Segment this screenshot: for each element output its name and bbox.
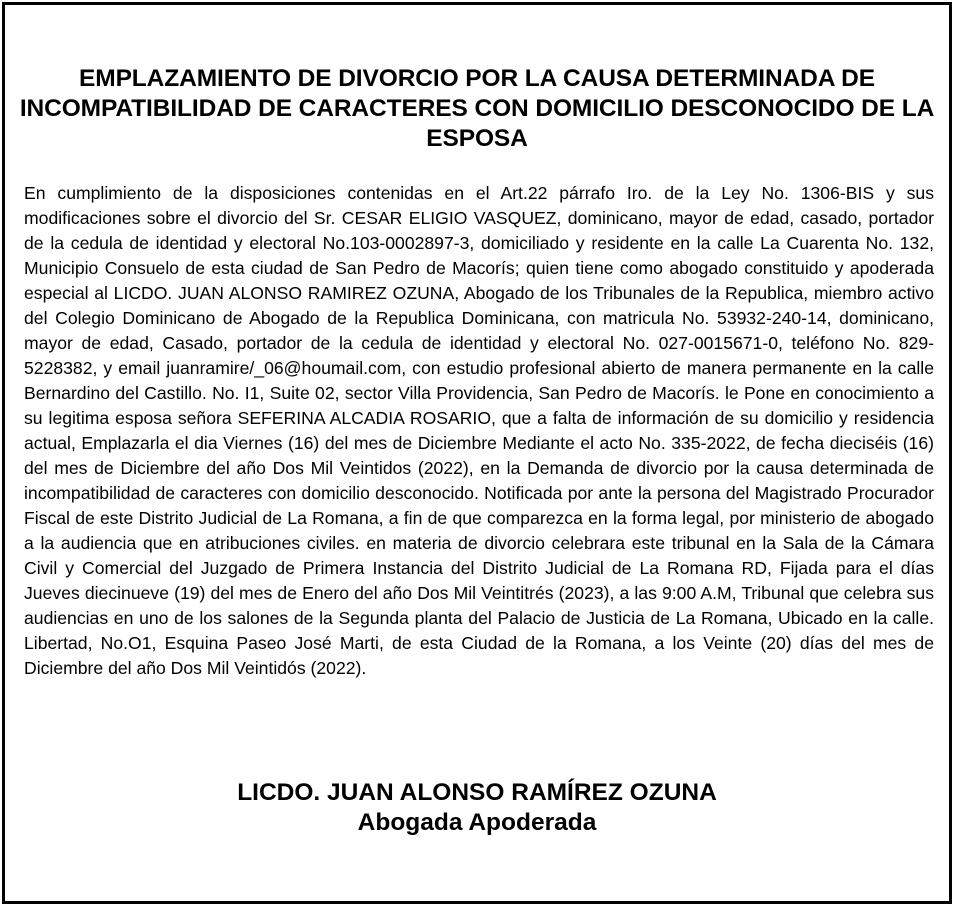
signature-role: Abogada Apoderada: [357, 809, 597, 836]
notice-frame: [2, 2, 952, 904]
signature-block: [15, 778, 939, 838]
notice-title: EMPLAZAMIENTO DE DIVORCIO POR LA CAUSA DETERMINADA DE INCOMPATIBILIDAD DE CARACTERES CON DOMICILIO DESCONOCIDO DE LA ESPOSA: [19, 65, 935, 152]
signature-name: LICDO. JUAN ALONSO RAMÍREZ OZUNA: [237, 779, 717, 806]
notice-body: En cumplimiento de la disposiciones contenidas en el Art.22 párrafo Iro. de la Ley No. 1306-BIS y sus modificaciones sobre el divorcio del Sr. CESAR ELIGIO VASQUEZ, dominicano, mayor de edad, casado, portador de la cedula de identidad y electoral No.103-0002897-3, domiciliado y residente en la calle La Cuarenta No. 132, Municipio Consuelo de esta ciudad de San Pedro de Macorís; quien tiene como abogado constituido y apoderada especial al LICDO. JUAN ALONSO RAMIREZ OZUNA, Abogado de los Tribunales de la Republica, miembro activo del Colegio Dominicano de Abogado de la Republica Dominicana, con matricula No. 53932-240-14, dominicano, mayor de edad, Casado, portador de la cedula de identidad y electoral No. 027-0015671-0, teléfono No. 829-5228382, y email juanramire/_06@houmail.com, con estudio profesional abierto de manera permanente en la calle Bernardino del Castillo. No. I1, Suite 02, sector Villa Providencia, San Pedro de Macorís. le Pone en conocimiento a su legitima esposa señora SEFERINA ALCADIA ROSARIO, que a falta de información de su domicilio y residencia actual, Emplazarla el dia Viernes (16) del mes de Diciembre Mediante el acto No. 335-2022, de fecha dieciséis (16) del mes de Diciembre del año Dos Mil Veintidos (2022), en la Demanda de divorcio por la causa determinada de incompatibilidad de caracteres con domicilio desconocido. Notificada por ante la persona del Magistrado Procurador Fiscal de este Distrito Judicial de La Romana, a fin de que comparezca en la forma legal, por ministerio de abogado a la audiencia que en atribuciones civiles. en materia de divorcio celebrara este tribunal en la Sala de la Cámara Civil y Comercial del Juzgado de Primera Instancia del Distrito Judicial de La Romana RD, Fijada para el días Jueves diecinueve (19) del mes de Enero del año Dos Mil Veintitrés (2023), a las 9:00 A.M, Tribunal que celebra sus audiencias en uno de los salones de la Segunda planta del Palacio de Justicia de La Romana, Ubicado en la calle. Libertad, No.O1, Esquina Paseo José Marti, de esta Ciudad de la Romana, a los Veinte (20) días del mes de Diciembre del año Dos Mil Veintidós (2022).: [24, 183, 934, 678]
